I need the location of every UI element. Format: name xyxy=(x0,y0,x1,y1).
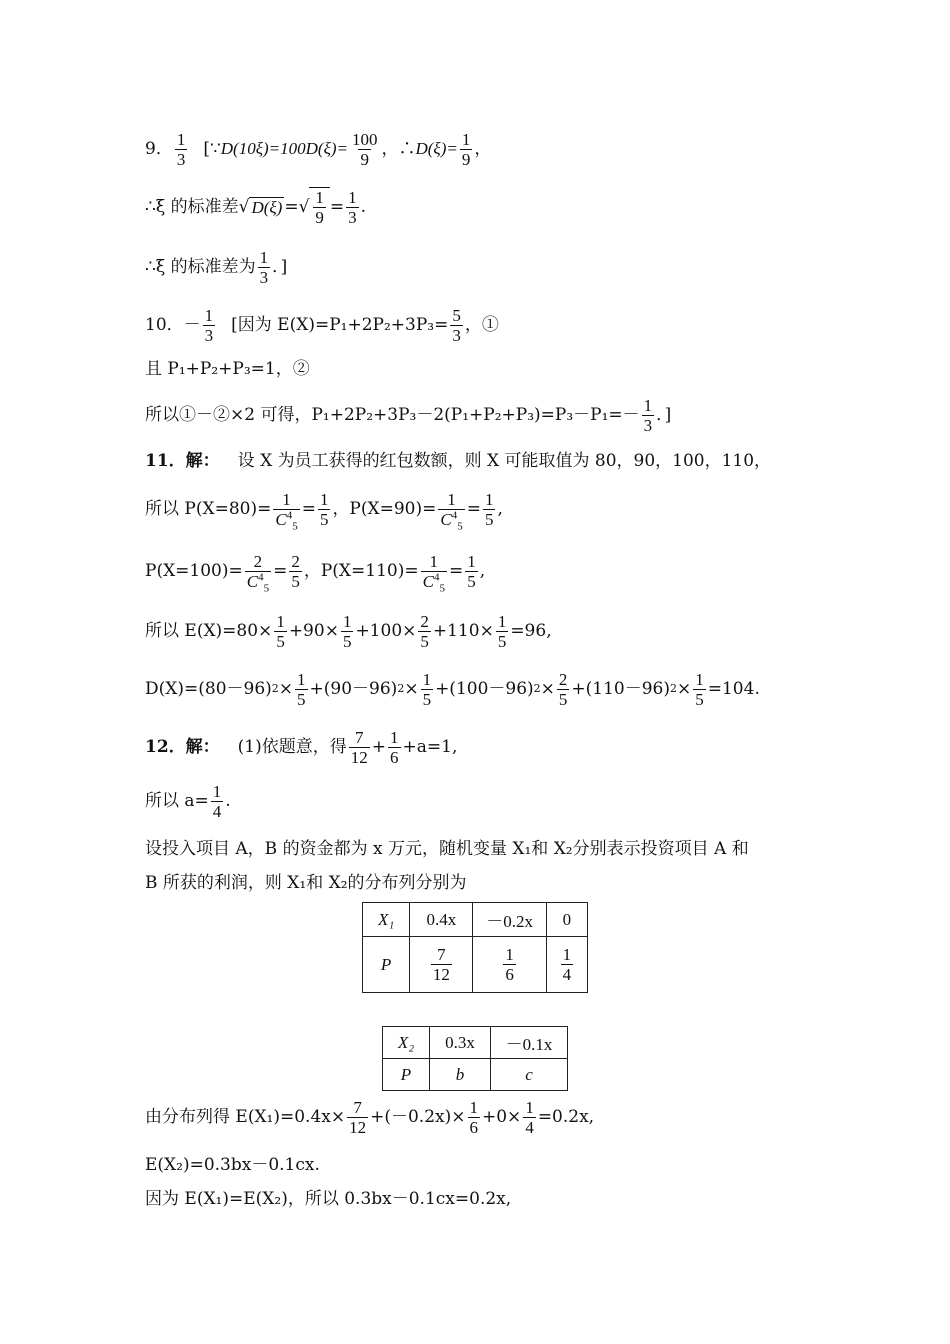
distribution-table-x1 xyxy=(362,902,588,993)
q12-number: 12．解： xyxy=(145,737,220,757)
table-row: X₂ 0.3x －0.1x xyxy=(383,1027,568,1059)
q10-number: 10． xyxy=(145,315,184,335)
q11-line-1: 11．解： 设 X 为员工获得的红包数额，则 X 可能取值为 80，90，100，110， xyxy=(145,451,772,471)
q11-line-3: P(X=100)= $\frac{2}{C^4_5}$ = $\frac{2}{5}$ ，P(X=110)= $\frac{1}{C^4_5}$ = $\frac{1}{5}$ , xyxy=(145,551,486,594)
q12-line-6: E(X₂)=0.3bx－0.1cx. xyxy=(145,1155,320,1175)
q11-line-4: 所以 E(X)=80× $\frac{1}{5}$ +90× $\frac{1}{5}$ +100× $\frac{2}{5}$ +110× $\frac{1}{5}$ =96, xyxy=(145,611,552,651)
q9-line-2: ∴ξ 的标准差 √ D(ξ) = √ $\frac{1}{9}$ = $\frac{1}{3}$ . xyxy=(145,187,367,227)
q11-number: 11．解： xyxy=(145,451,220,471)
q11-line-2: 所以 P(X=80)= $\frac{1}{C^4_5}$ = $\frac{1}{5}$ ，P(X=90)= $\frac{1}{C^4_5}$ = $\frac{1}{5}$ , xyxy=(145,489,503,532)
q10-line-3: 所以①－②×2 可得，P₁+2P₂+3P₃－2(P₁+P₂+P₃)=P₃－P₁=－ $\frac{1}{3}$ ．] xyxy=(145,395,672,435)
table-row: P b c xyxy=(383,1059,568,1091)
q12-line-1: 12．解： (1)依题意，得 $\frac{7}{12}$ + $\frac{1}{6}$ +a=1, xyxy=(145,727,458,767)
q9-line-1: 9． $\frac{1}{3}$ [∵ D(10ξ)=100D(ξ)= $\frac{100}{9}$ ，∴ D(ξ)= $\frac{1}{9}$ ， xyxy=(145,129,492,169)
distribution-table-x2 xyxy=(382,1026,568,1091)
q12-line-7: 因为 E(X₁)=E(X₂)，所以 0.3bx－0.1cx=0.2x, xyxy=(145,1189,512,1209)
table-row: X₁ 0.4x －0.2x 0 xyxy=(363,903,588,937)
q9-line-3: ∴ξ 的标准差为 $\frac{1}{3}$ ．] xyxy=(145,247,288,287)
q10-line-2: 且 P₁+P₂+P₃=1，② xyxy=(145,359,310,379)
q9-number: 9． xyxy=(145,139,173,159)
q11-line-5: D(X)=(80－96) 2 × $\frac{1}{5}$ +(90－96) 2 × $\frac{1}{5}$ +(100－96) 2 × $\frac{2}{5}$ +(110－96) 2 × $\frac{1}{5}$ =104. xyxy=(145,669,760,709)
sqrt-icon: √ D(ξ) xyxy=(238,197,283,217)
q12-line-4: B 所获的利润，则 X₁和 X₂的分布列分别为 xyxy=(145,873,467,893)
table-row: P $\frac{7}{12}$ $\frac{1}{6}$ $\frac{1}{4}$ xyxy=(363,937,588,993)
q12-line-5: 由分布列得 E(X₁)=0.4x× $\frac{7}{12}$ +(－0.2x)× $\frac{1}{6}$ +0× $\frac{1}{4}$ =0.2x, xyxy=(145,1097,595,1137)
q12-line-3: 设投入项目 A，B 的资金都为 x 万元，随机变量 X₁和 X₂分别表示投资项目 A 和 xyxy=(145,839,749,859)
q12-line-2: 所以 a= $\frac{1}{4}$ . xyxy=(145,781,231,821)
q10-line-1: 10． － $\frac{1}{3}$ [因为 E(X)=P₁+2P₂+3P₃= $\frac{5}{3}$ ，① xyxy=(145,305,499,345)
q9-answer: $\frac{1}{3}$ xyxy=(176,129,186,169)
